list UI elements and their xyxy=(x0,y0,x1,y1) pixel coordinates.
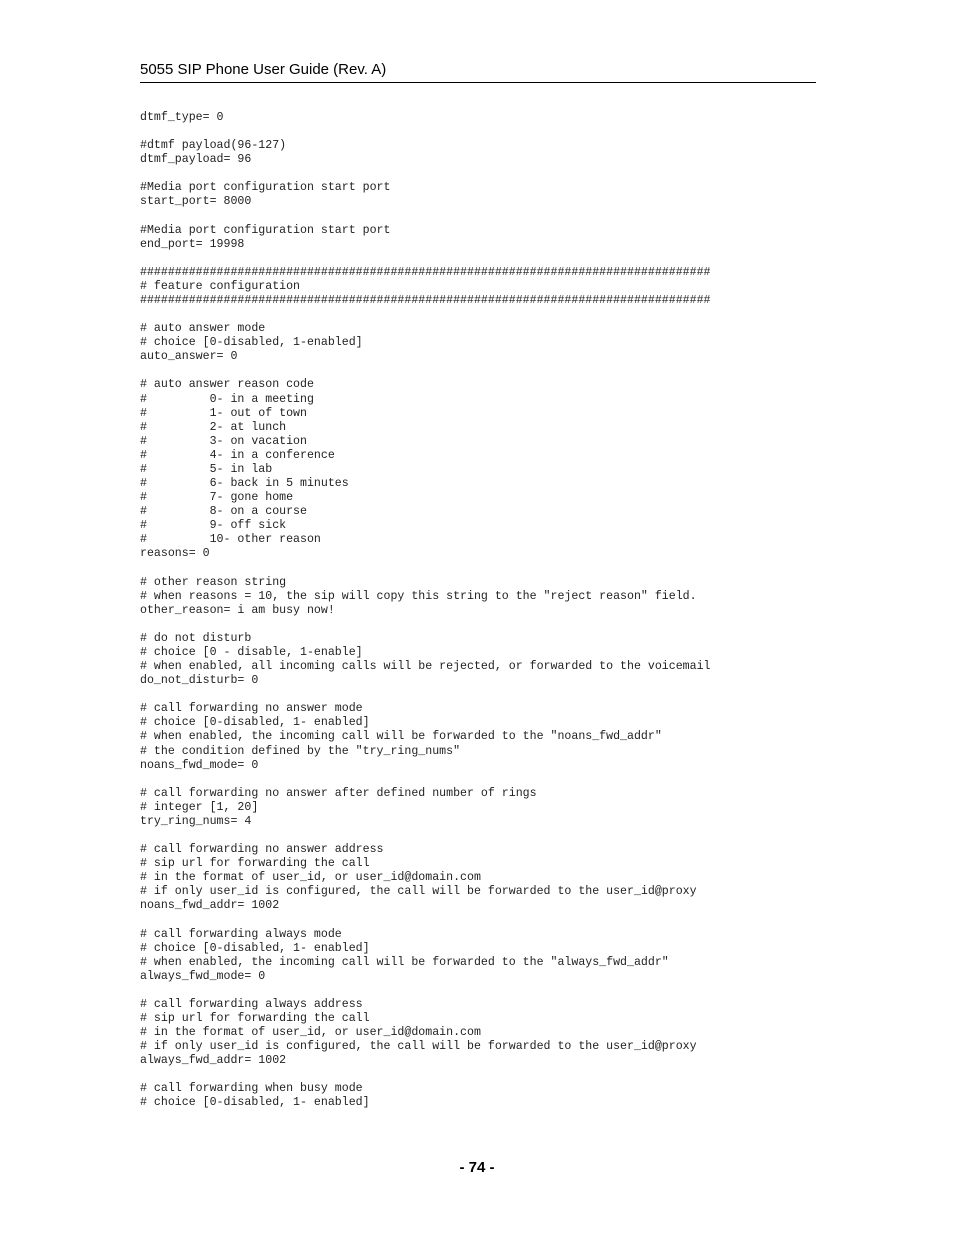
code-line: noans_fwd_mode= 0 xyxy=(140,758,259,772)
code-line: # when enabled, the incoming call will be forwarded to the "noans_fwd_addr" xyxy=(140,730,662,744)
code-line xyxy=(140,913,816,927)
code-line: start_port= 8000 xyxy=(140,195,252,209)
code-line: dtmf_payload= 96 xyxy=(140,153,252,167)
code-line: # when reasons = 10, the sip will copy this string to the "reject reason" field. xyxy=(140,589,697,603)
code-line: # 3- on vacation xyxy=(140,434,307,448)
code-line: noans_fwd_addr= 1002 xyxy=(140,899,280,913)
code-line: other_reason= i am busy now! xyxy=(140,603,335,617)
code-line: try_ring_nums= 4 xyxy=(140,814,252,828)
code-line: # choice [0-disabled, 1- enabled] xyxy=(140,1096,370,1110)
code-line: do_not_disturb= 0 xyxy=(140,674,259,688)
code-line: always_fwd_addr= 1002 xyxy=(140,1054,287,1068)
code-line xyxy=(140,252,816,266)
code-line: dtmf_type= 0 xyxy=(140,111,224,124)
code-line xyxy=(140,688,816,702)
code-line: # call forwarding no answer mode xyxy=(140,702,363,716)
code-line: auto_answer= 0 xyxy=(140,350,238,364)
code-line: # in the format of user_id, or user_id@domain.com xyxy=(140,1026,481,1040)
code-line: # if only user_id is configured, the call will be forwarded to the user_id@proxy xyxy=(140,1040,697,1054)
code-line: # call forwarding always address xyxy=(140,997,363,1011)
code-line: # 7- gone home xyxy=(140,491,294,505)
code-line: #Media port configuration start port xyxy=(140,181,391,195)
page-number: - 74 - xyxy=(459,1159,495,1176)
code-line: # choice [0-disabled, 1-enabled] xyxy=(140,336,363,350)
code-line xyxy=(140,210,816,224)
code-line: # call forwarding always mode xyxy=(140,927,342,941)
code-line: end_port= 19998 xyxy=(140,237,245,251)
code-line: # the condition defined by the "try_ring_nums" xyxy=(140,744,461,758)
code-line: # choice [0-disabled, 1- enabled] xyxy=(140,941,370,955)
code-line: # call forwarding no answer after defined number of rings xyxy=(140,786,537,800)
code-line: # 0- in a meeting xyxy=(140,392,314,406)
page-header xyxy=(140,60,816,83)
code-line: # do not disturb xyxy=(140,631,252,645)
code-line: # choice [0-disabled, 1- enabled] xyxy=(140,716,370,730)
code-line: # in the format of user_id, or user_id@domain.com xyxy=(140,871,481,885)
code-line: #dtmf payload(96-127) xyxy=(140,139,287,153)
code-line xyxy=(140,984,816,998)
code-line xyxy=(140,773,816,787)
document-title: 5055 SIP Phone User Guide (Rev. A) xyxy=(140,61,387,78)
code-line xyxy=(140,618,816,632)
code-line: # call forwarding no answer address xyxy=(140,843,384,857)
code-line: # sip url for forwarding the call xyxy=(140,857,370,871)
code-line: # sip url for forwarding the call xyxy=(140,1012,370,1025)
config-code-block xyxy=(140,111,816,1111)
code-line: # call forwarding when busy mode xyxy=(140,1082,363,1096)
code-line: # when enabled, all incoming calls will be rejected, or forwarded to the voicemail xyxy=(140,660,711,674)
code-line xyxy=(140,1068,816,1082)
code-line: # 8- on a course xyxy=(140,505,307,519)
code-line: # 1- out of town xyxy=(140,406,307,420)
code-line: # other reason string xyxy=(140,575,287,589)
code-line: # auto answer mode xyxy=(140,322,266,336)
code-line: ################################################################################## xyxy=(140,294,711,308)
code-line: # 10- other reason xyxy=(140,533,321,547)
code-line: # integer [1, 20] xyxy=(140,800,259,814)
code-line: # auto answer reason code xyxy=(140,378,314,392)
code-line: always_fwd_mode= 0 xyxy=(140,969,266,983)
code-line: # 5- in lab xyxy=(140,462,273,476)
code-line: # choice [0 - disable, 1-enable] xyxy=(140,645,363,659)
code-line: # 6- back in 5 minutes xyxy=(140,477,349,491)
code-line: # 9- off sick xyxy=(140,519,287,533)
code-line: #Media port configuration start port xyxy=(140,223,391,237)
code-line: # 4- in a conference xyxy=(140,448,335,462)
code-line: reasons= 0 xyxy=(140,547,210,561)
code-line: # if only user_id is configured, the call will be forwarded to the user_id@proxy xyxy=(140,885,697,899)
code-line xyxy=(140,364,816,378)
code-line xyxy=(140,562,816,576)
code-line: # 2- at lunch xyxy=(140,420,287,434)
code-line: # feature configuration xyxy=(140,279,301,293)
code-line xyxy=(140,167,816,181)
code-line xyxy=(140,829,816,843)
code-line xyxy=(140,125,816,139)
code-line: ################################################################################## xyxy=(140,265,711,279)
code-line: # when enabled, the incoming call will be forwarded to the "always_fwd_addr" xyxy=(140,955,669,969)
code-line xyxy=(140,308,816,322)
